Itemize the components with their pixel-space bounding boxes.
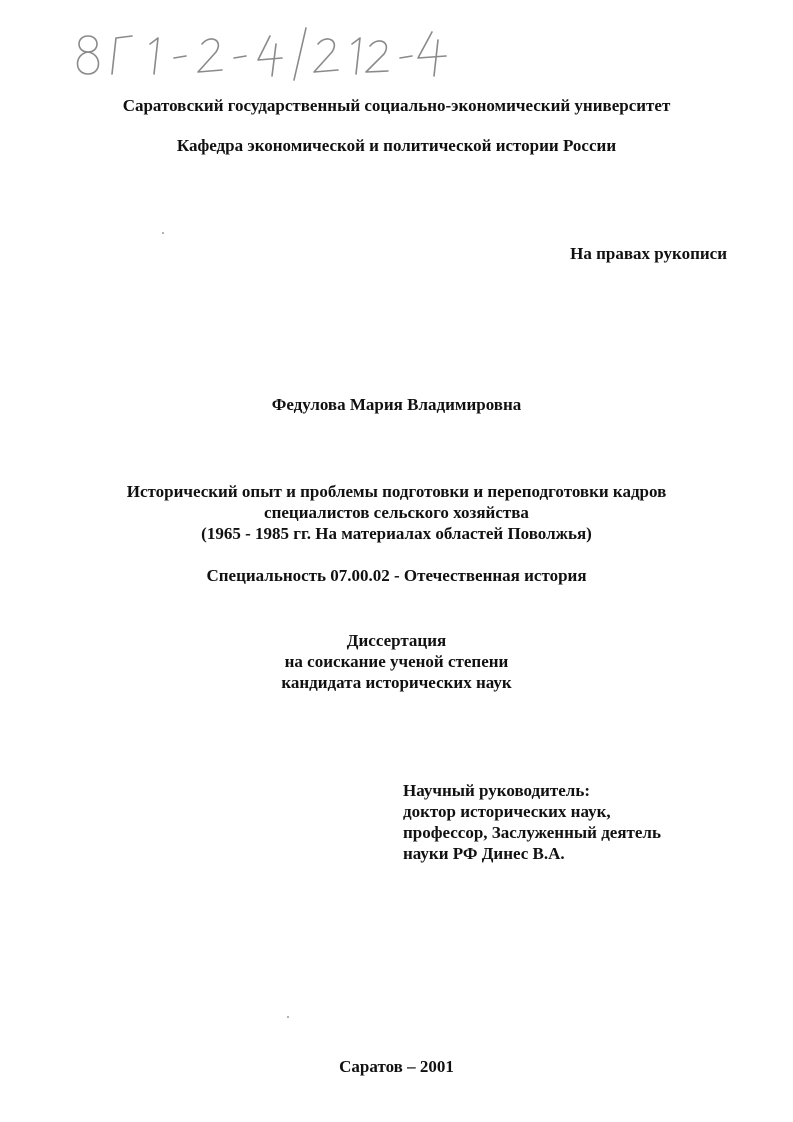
handwritten-archive-mark (70, 14, 450, 84)
title-line-3: (1965 - 1985 гг. На материалах областей Поволжья) (201, 524, 592, 543)
title-line-2: специалистов сельского хозяйства (264, 503, 529, 522)
dissertation-line-1: Диссертация (346, 631, 447, 650)
city-year: Саратов – 2001 (339, 1057, 454, 1076)
manuscript-rights-note: На правах рукописи (570, 244, 727, 263)
dissertation-line-3: кандидата исторических наук (281, 673, 512, 692)
author-name: Федулова Мария Владимировна (271, 395, 522, 414)
dissertation-line-2: на соискание ученой степени (284, 652, 509, 671)
department-name: Кафедра экономической и политической истории России (176, 136, 617, 155)
university-name: Саратовский государственный социально-экономический университет (122, 96, 671, 115)
title-line-1: Исторический опыт и проблемы подготовки и переподготовки кадров (126, 482, 667, 501)
supervisor-line-4: науки РФ Динес В.А. (403, 844, 565, 863)
scan-speck (162, 232, 164, 234)
supervisor-line-2: доктор исторических наук, (403, 802, 611, 821)
specialty-line: Специальность 07.00.02 - Отечественная история (206, 566, 587, 585)
supervisor-line-1: Научный руководитель: (403, 781, 590, 800)
supervisor-line-3: профессор, Заслуженный деятель (403, 823, 661, 842)
scan-speck (287, 1016, 289, 1018)
